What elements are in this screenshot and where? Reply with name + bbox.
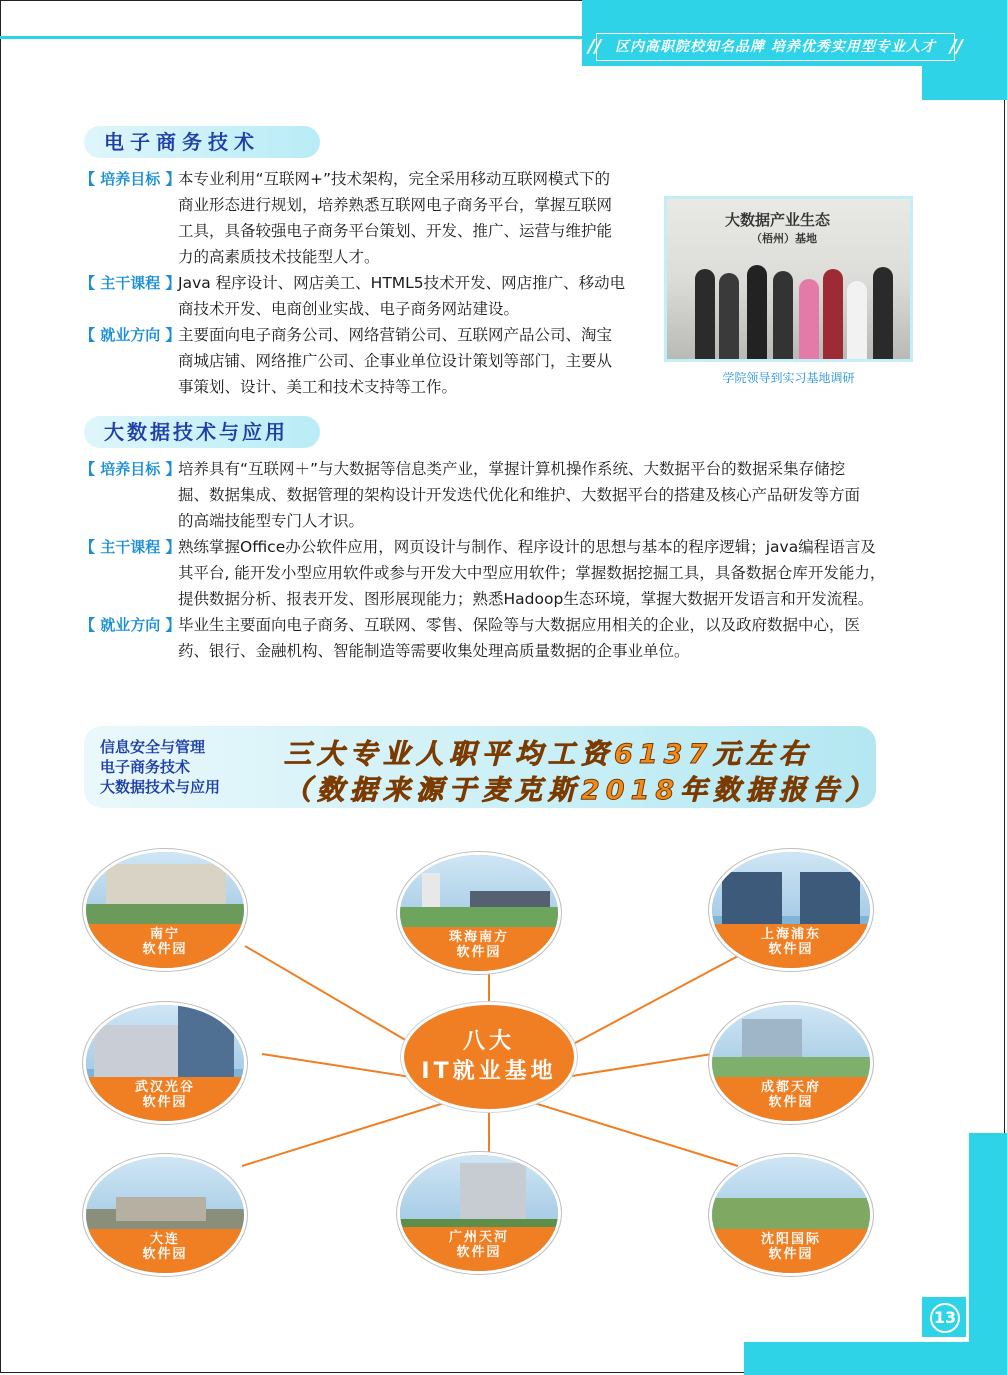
section-title-ecommerce: 电子商务技术 <box>84 126 320 158</box>
major-item: 大数据技术与应用 <box>100 778 221 796</box>
person-figure <box>773 271 793 359</box>
base-name: 武汉光谷 <box>134 1079 195 1095</box>
text-line: 本专业利用“互联网+”技术架构，完全采用移动互联网模式下的 <box>178 170 611 188</box>
base-label <box>400 927 558 971</box>
text-line: 提供数据分析、报表开发、图形展现能力；熟悉Hadoop生态环境，掌握大数据开发语言和开发流程。 <box>178 590 874 608</box>
person-figure <box>823 269 843 359</box>
footer-bottom-block <box>744 1342 1007 1375</box>
salary-headline: 三大专业人职平均工资6137元左右 <box>284 739 813 770</box>
person-figure <box>695 269 715 359</box>
photo-building <box>178 1005 234 1085</box>
base-name: 珠海南方 <box>448 929 509 945</box>
base-dalian <box>86 1157 244 1273</box>
hub-line: 八大 <box>462 1029 515 1054</box>
header-line <box>0 36 585 39</box>
tag-courses: 【 主干课程 】 <box>80 274 181 292</box>
photo-building <box>800 872 860 928</box>
base-label <box>400 1227 558 1271</box>
base-label <box>86 924 244 968</box>
salary-source: （数据来源于麦克斯2018年数据报告） <box>284 775 879 806</box>
photo-sign <box>725 209 830 246</box>
tag-goal: 【 培养目标 】 <box>80 460 181 478</box>
text-line: 商技术开发、电商创业实战、电子商务网站建设。 <box>178 300 520 318</box>
base-sub: 软件园 <box>142 1094 188 1110</box>
base-label <box>712 924 870 968</box>
tag-career: 【 就业方向 】 <box>80 616 181 634</box>
text-block <box>178 166 612 270</box>
research-visit-photo <box>664 196 913 362</box>
base-zhuhai <box>400 855 558 971</box>
hub-it-bases <box>404 1005 574 1109</box>
text-line: 商业形态进行规划，培养熟悉互联网电子商务平台，掌握互联网 <box>178 196 613 214</box>
base-chengdu <box>712 1005 870 1121</box>
text-line: 主要面向电子商务公司、网络营销公司、互联网产品公司、淘宝 <box>178 326 613 344</box>
section-title-bigdata: 大数据技术与应用 <box>84 416 320 448</box>
text-line: 熟练掌握Office办公软件应用，网页设计与制作、程序设计的思想与基本的程序逻辑；java编程语言及 <box>178 538 876 556</box>
photo-caption: 学院领导到实习基地调研 <box>722 371 855 385</box>
base-sub: 软件园 <box>768 1246 814 1262</box>
base-label <box>712 1229 870 1273</box>
base-name: 大连 <box>149 1231 180 1247</box>
person-figure <box>873 267 893 359</box>
page-number-badge <box>922 1297 966 1337</box>
base-sub: 软件园 <box>142 1246 188 1262</box>
text-block <box>178 456 860 534</box>
salary-banner <box>84 726 879 808</box>
base-label <box>86 1077 244 1121</box>
tag-goal: 【 培养目标 】 <box>80 170 181 188</box>
header-slogan: 区内高职院校知名品牌 培养优秀实用型专业人才 <box>596 33 955 61</box>
base-name: 成都天府 <box>760 1079 821 1095</box>
text-line: 的高端技能型专门人才识。 <box>178 512 365 530</box>
base-label <box>712 1077 870 1121</box>
base-shenyang <box>712 1157 870 1273</box>
banner-bars-right: // <box>949 36 963 57</box>
major-item: 信息安全与管理 <box>100 738 206 756</box>
text-block <box>178 534 885 612</box>
text-line: 培养具有“互联网＋”与大数据等信息类产业，掌握计算机操作系统、大数据平台的数据采集存储挖 <box>178 460 846 478</box>
hub-line: IT就业基地 <box>421 1059 557 1084</box>
base-name: 上海浦东 <box>760 926 821 942</box>
person-figure <box>747 265 767 359</box>
base-name: 南宁 <box>149 926 180 942</box>
banner-bars-left: // <box>588 36 602 57</box>
sign-line: （梧州）基地 <box>751 232 817 245</box>
base-sub: 软件园 <box>456 1244 502 1260</box>
person-figure <box>847 281 867 359</box>
base-sub: 软件园 <box>768 941 814 957</box>
majors-list <box>100 737 220 797</box>
base-sub: 软件园 <box>768 1094 814 1110</box>
base-label <box>86 1229 244 1273</box>
base-guangzhou <box>400 1155 558 1271</box>
photo-building <box>116 1197 206 1221</box>
base-sub: 软件园 <box>142 941 188 957</box>
base-nanning <box>86 852 244 968</box>
photo-building <box>460 1163 526 1227</box>
person-figure <box>799 279 819 359</box>
header-banner <box>582 0 969 66</box>
major-item: 电子商务技术 <box>100 758 191 776</box>
tag-career: 【 就业方向 】 <box>80 326 181 344</box>
text-line: 毕业生主要面向电子商务、互联网、零售、保险等与大数据应用相关的企业，以及政府数据中心，医 <box>178 616 861 634</box>
text-block <box>178 612 860 664</box>
base-sub: 软件园 <box>456 944 502 960</box>
text-line: Java 程序设计、网店美工、HTML5技术开发、网店推广、移动电 <box>178 274 626 292</box>
text-line: 药、银行、金融机构、智能制造等需要收集处理高质量数据的企事业单位。 <box>178 642 690 660</box>
text-line: 其平台, 能开发小型应用软件或参与开发大中型应用软件；掌握数据挖掘工具，具备数据仓库开发能力， <box>178 564 886 582</box>
page-number: 13 <box>930 1303 960 1333</box>
photo-building <box>722 872 782 928</box>
header-side-block <box>922 66 1007 100</box>
base-wuhan <box>86 1005 244 1121</box>
text-line: 工具，具备较强电子商务平台策划、开发、推广、运营与维护能 <box>178 222 613 240</box>
footer-side-block <box>969 1133 1007 1375</box>
text-line: 力的高素质技术技能型人才。 <box>178 248 380 266</box>
person-figure <box>719 273 739 359</box>
text-line: 掘、数据集成、数据管理的架构设计开发迭代优化和维护、大数据平台的搭建及核心产品研发等方面 <box>178 486 861 504</box>
base-name: 广州天河 <box>448 1229 509 1245</box>
text-line: 商城店铺、网络推广公司、企事业单位设计策划等部门，主要从 <box>178 352 613 370</box>
base-shanghai <box>712 852 870 968</box>
text-line: 事策划、设计、美工和技术支持等工作。 <box>178 378 458 396</box>
tag-courses: 【 主干课程 】 <box>80 538 181 556</box>
base-name: 沈阳国际 <box>760 1231 821 1247</box>
header-corner-block <box>969 0 1007 70</box>
sign-line: 大数据产业生态 <box>725 211 831 229</box>
text-block <box>178 270 625 322</box>
text-block <box>178 322 612 400</box>
